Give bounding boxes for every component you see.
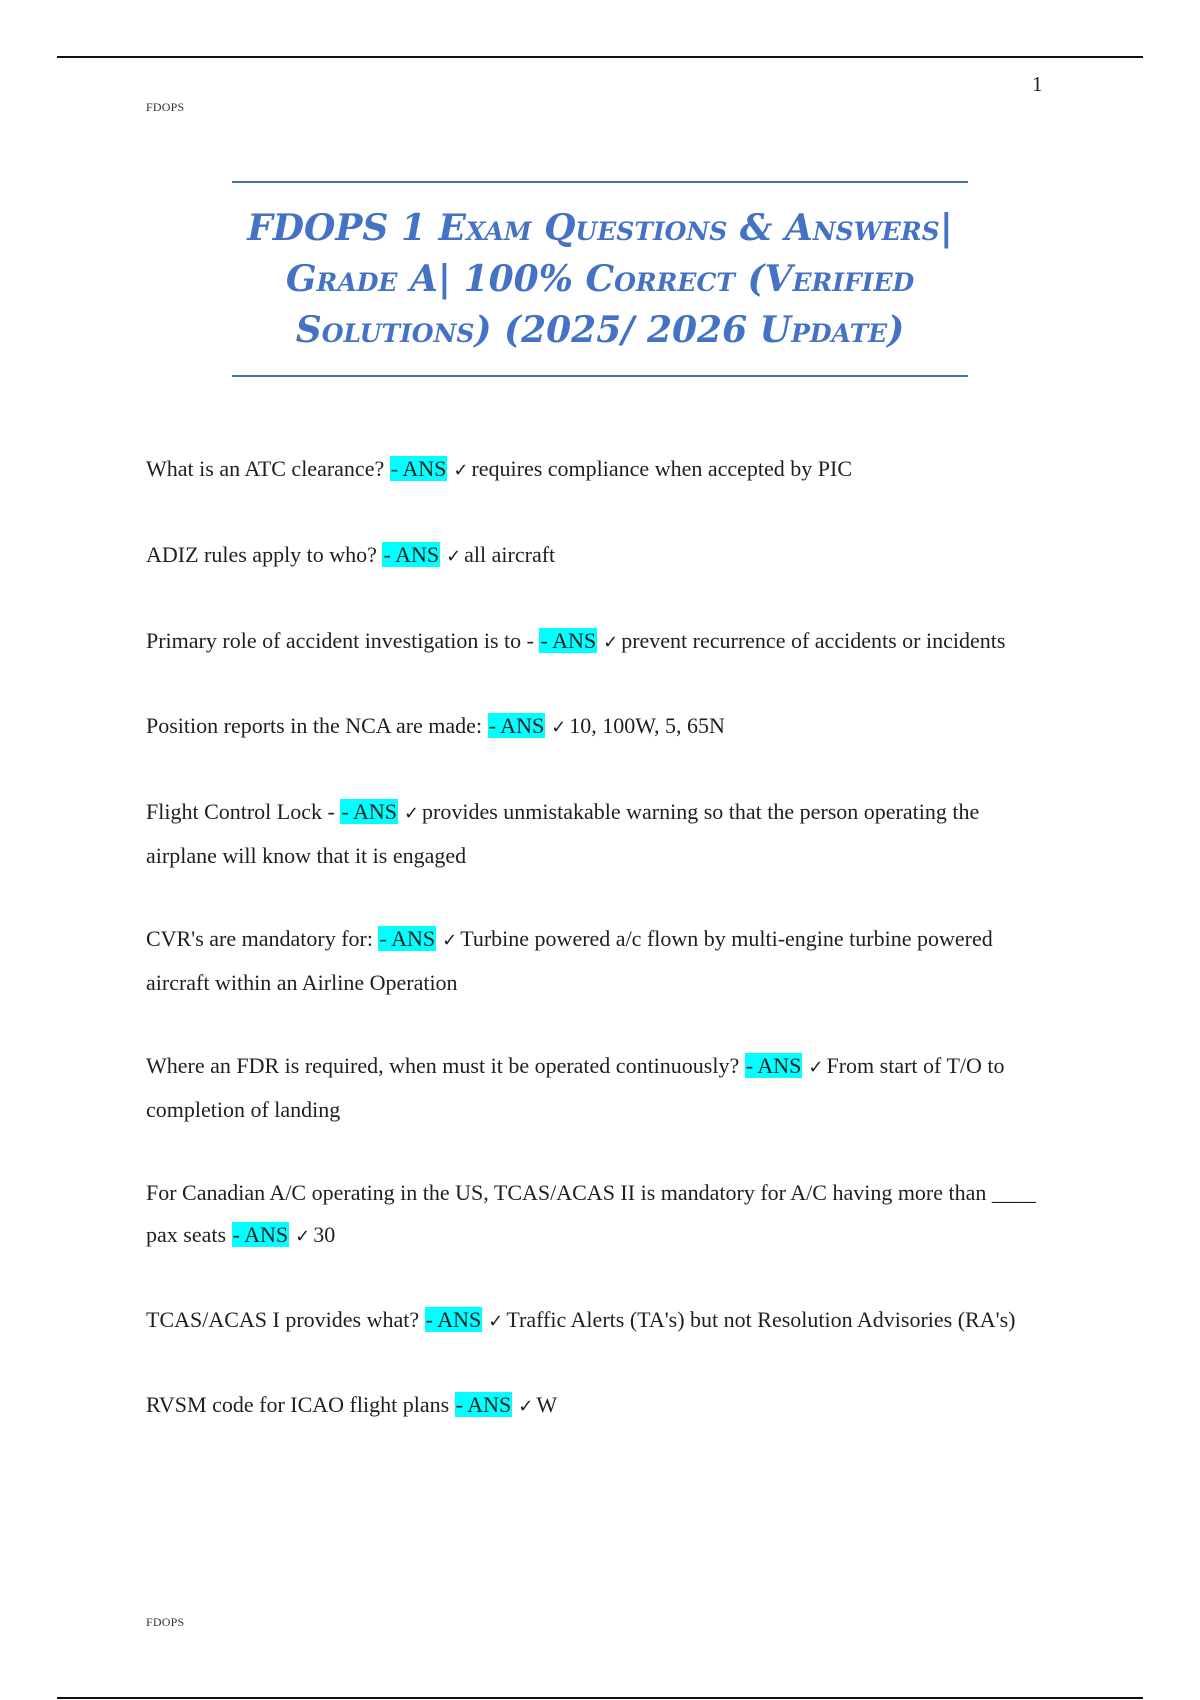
answer-tag: - ANS (383, 542, 440, 567)
bottom-rule (57, 1697, 1143, 1699)
footer-label: FDOPS (146, 1615, 185, 1629)
answer-text: provides unmistakable warning so that the person operating the airplane will know that it is engaged (146, 799, 980, 868)
answer-tag: - ANS (455, 1392, 512, 1417)
answer-tag: - ANS (745, 1053, 802, 1078)
question-text: CVR's are mandatory for: (146, 926, 373, 951)
title-line-1: FDOPS 1 Exam Questions & Answers| (247, 206, 953, 249)
answer-text: all aircraft (464, 542, 556, 567)
header-label: FDOPS (146, 100, 185, 114)
top-rule (57, 56, 1143, 58)
qa-item (146, 620, 1046, 664)
question-text: For Canadian A/C operating in the US, TCAS/ACAS II is mandatory for A/C having more than ____ pax seats (146, 1180, 1036, 1247)
check-icon: ✓ (295, 1226, 311, 1247)
qa-item (146, 1172, 1046, 1258)
check-icon: ✓ (442, 930, 458, 951)
question-text: Primary role of accident investigation is to - (146, 628, 534, 653)
answer-tag: - ANS (488, 713, 545, 738)
question-text: What is an ATC clearance? (146, 456, 385, 481)
question-text: Position reports in the NCA are made: (146, 713, 483, 738)
qa-item (146, 448, 1046, 492)
answer-tag: - ANS (341, 799, 397, 824)
question-text: ADIZ rules apply to who? (146, 542, 377, 567)
check-icon: ✓ (488, 1311, 504, 1332)
qa-item (146, 1299, 1046, 1343)
answer-tag: - ANS (390, 456, 447, 481)
title-line-2: Grade A| 100% Correct (Verified (285, 257, 915, 300)
check-icon: ✓ (403, 803, 420, 824)
answer-text: prevent recurrence of accidents or incidents (621, 628, 1006, 653)
question-text: Flight Control Lock - (146, 799, 335, 824)
answer-text: 30 (313, 1222, 336, 1247)
title-line-3: Solutions) (2025/ 2026 Update) (295, 308, 905, 351)
qa-item (146, 1045, 1046, 1131)
answer-text: Turbine powered a/c flown by multi-engine turbine powered aircraft within an Airline Operation (146, 926, 993, 995)
answer-text: From start of T/O to completion of landing (146, 1053, 1005, 1122)
check-icon: ✓ (446, 546, 462, 567)
answer-text: 10, 100W, 5, 65N (569, 713, 725, 738)
check-icon: ✓ (808, 1057, 824, 1078)
answer-tag: - ANS (379, 926, 436, 951)
answer-tag: - ANS (540, 628, 597, 653)
qa-item (146, 918, 1046, 1004)
qa-item (146, 1384, 1046, 1428)
answer-tag: - ANS (425, 1307, 482, 1332)
qa-item (146, 534, 1046, 578)
document-title (232, 181, 968, 377)
answer-text: Traffic Alerts (TA's) but not Resolution Advisories (RA's) (506, 1307, 1016, 1332)
question-text: RVSM code for ICAO flight plans (146, 1392, 450, 1417)
qa-list (146, 448, 1046, 1470)
question-text: Where an FDR is required, when must it be operated continuously? (146, 1053, 740, 1078)
page-number: 1 (1032, 72, 1043, 96)
answer-text: W (536, 1392, 558, 1417)
qa-item (146, 791, 1046, 877)
answer-text: requires compliance when accepted by PIC (471, 456, 853, 481)
answer-tag: - ANS (232, 1222, 289, 1247)
check-icon: ✓ (453, 460, 469, 481)
qa-item (146, 705, 1046, 749)
check-icon: ✓ (551, 717, 567, 738)
check-icon: ✓ (603, 632, 619, 653)
question-text: TCAS/ACAS I provides what? (146, 1307, 420, 1332)
check-icon: ✓ (518, 1396, 534, 1417)
